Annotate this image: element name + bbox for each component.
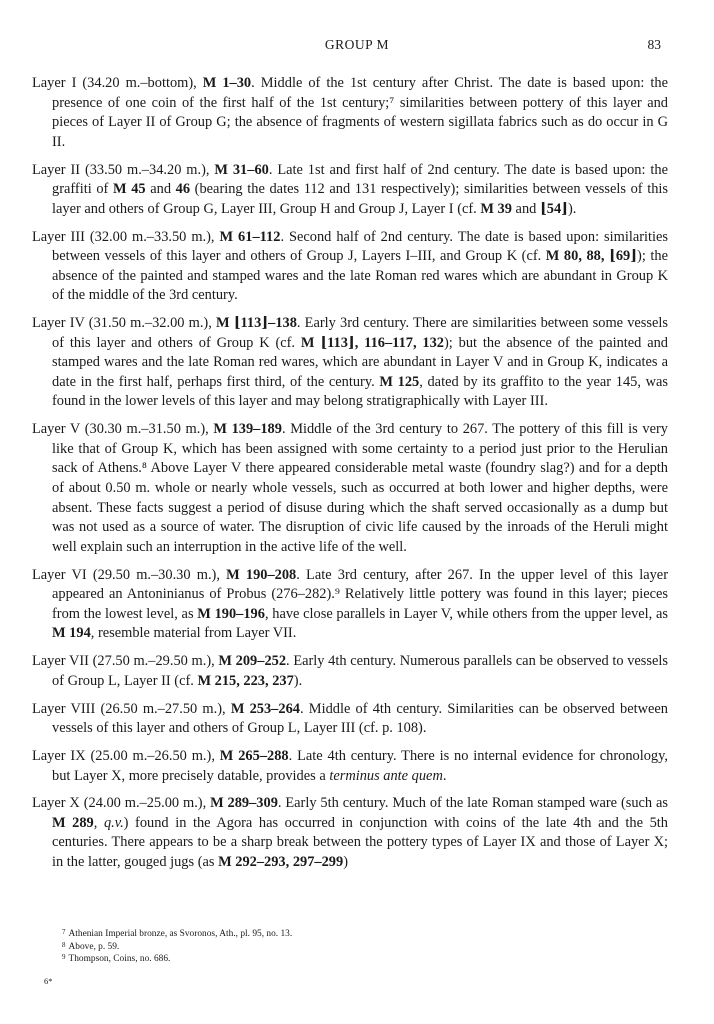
text-run: Layer VII (27.50 m.–29.50 m.), <box>32 653 219 670</box>
text-run: and <box>145 181 176 198</box>
text-run: ) found in the Agora has occurred in conjunction with coins of the late 4th and the 5th centuries. There appears to be a sharp break between the pottery types of Layer IX and those of Layer X; in the latter, gouged jugs (as <box>52 814 668 871</box>
text-run: ) <box>343 854 348 871</box>
text-run: ); the absence of the painted and stamped wares and the late Roman red wares which are abundant in Group K of the middle of the 3rd century. <box>52 248 668 304</box>
catalogue-ref: M 125 <box>379 373 420 390</box>
text-run: . Late 4th century. There is no internal evidence for chronology, but Layer X, more precisely datable, provides a <box>52 747 668 784</box>
text-run: . Second half of 2nd century. The date is based upon: similarities between vessels of this layer and others of Group J, Layers I–III, and Group K (cf. <box>52 228 668 265</box>
text-run: . Middle of the 1st century after Christ. The date is based upon: the presence of one coin of the first half of the 1st century;⁷ similarities between pottery of this layer and pieces of Layer II of Group G; the absence of fragments of western sigillata fabrics such as do occur in G II. <box>52 75 668 150</box>
italic-text: q.v. <box>103 814 124 831</box>
text-run: , pl. 95, no. 13. <box>235 929 293 939</box>
text-run: , no. 686. <box>135 954 171 965</box>
catalogue-ref: M 209–252 <box>218 653 287 670</box>
text-run: (bearing the dates 112 and 131 respectively); similarities between vessels of this layer and others of Group G, Layer III, Group H and Group J, Layer I (cf. <box>52 181 668 217</box>
catalogue-ref: M 292–293, 297–299 <box>218 854 344 871</box>
page-title: GROUP M <box>324 37 390 52</box>
text-run: ). <box>293 672 303 689</box>
text-run: . Early 5th century. Much of the late Roman stamped ware (such as <box>277 795 668 812</box>
catalogue-ref: M 215, 223, 237 <box>197 672 294 689</box>
catalogue-ref: M 45 <box>112 181 146 198</box>
layer-paragraph <box>32 700 668 739</box>
text-run: Layer VIII (26.50 m.–27.50 m.), <box>32 700 231 717</box>
layer-paragraph <box>32 566 668 644</box>
catalogue-ref: 46 <box>175 181 191 198</box>
catalogue-ref: M ⌊113⌋–138 <box>215 315 297 332</box>
catalogue-ref: M 289–309 <box>210 795 278 812</box>
footnote-number: 9 <box>62 953 66 962</box>
text-run: . Early 4th century. Numerous parallels can be observed to vessels of Group L, Layer II (cf. <box>52 653 668 689</box>
text-run: Layer IX (25.00 m.–26.50 m.), <box>32 747 220 764</box>
text-run: Layer X (24.00 m.–25.00 m.), <box>32 795 211 812</box>
footnote <box>62 952 662 965</box>
italic-text: Ath. <box>219 929 236 939</box>
text-run: ). <box>567 200 577 217</box>
text-run: Athenian Imperial bronze, as Svoronos, <box>68 929 220 939</box>
italic-text: Coins <box>113 954 136 965</box>
footnote <box>62 940 662 953</box>
signature-mark: 6* <box>44 976 53 986</box>
catalogue-ref: ⌊54⌋ <box>539 200 568 217</box>
text-run: . Early 3rd century. There are similarities between some vessels of this layer and others of Group K (cf. <box>52 315 668 351</box>
layer-paragraph <box>32 314 668 412</box>
catalogue-ref: M 190–196 <box>197 605 265 622</box>
body-text <box>32 74 668 881</box>
text-run: Layer VI (29.50 m.–30.30 m.), <box>32 566 227 583</box>
text-run: Thompson, <box>68 954 114 965</box>
text-run: , <box>93 814 104 831</box>
footnote-number: 8 <box>62 940 66 949</box>
text-run: . Middle of 4th century. Similarities can be observed between vessels of this layer and others of Group L, Layer III (cf. p. 108). <box>52 700 668 737</box>
text-run: Above, p. 59. <box>68 941 120 952</box>
footnote-number: 7 <box>62 928 66 936</box>
text-run: , have close parallels in Layer V, while others from the upper level, as <box>264 605 668 622</box>
layer-paragraph <box>32 420 668 557</box>
catalogue-ref: M 289 <box>52 814 94 831</box>
catalogue-ref: M 194 <box>52 625 91 642</box>
footnote <box>62 927 662 940</box>
catalogue-ref: M 1–30 <box>202 75 252 91</box>
catalogue-ref: M 31–60 <box>214 161 269 178</box>
text-run: Layer IV (31.50 m.–32.00 m.), <box>32 315 216 332</box>
catalogue-ref: M 253–264 <box>230 700 300 717</box>
text-run: . Late 1st and first half of 2nd century. The date is based upon: the graffiti of <box>52 161 668 198</box>
text-run: Layer V (30.30 m.–31.50 m.), <box>32 421 214 438</box>
text-run: , dated by its graffito to the year 145, was found in the lower levels of this layer and may belong stratigraphically with Layer III. <box>52 373 668 410</box>
page-number: 83 <box>647 37 661 52</box>
text-run: . Late 3rd century, after 267. In the upper level of this layer appeared an Antoninianus of Probus (276–282).⁹ Relatively little pottery was found in this layer; pieces from the lowest level, as <box>52 566 668 622</box>
text-run: . <box>442 767 447 784</box>
catalogue-ref: M 61–112 <box>219 228 281 245</box>
layer-paragraph <box>32 794 668 872</box>
text-run: Layer II (33.50 m.–34.20 m.), <box>32 161 215 178</box>
layer-paragraph <box>32 228 668 306</box>
layer-paragraph <box>32 652 668 691</box>
layer-paragraph <box>32 161 668 220</box>
layer-paragraph <box>32 74 668 152</box>
layer-paragraph <box>32 747 668 786</box>
catalogue-ref: M 39 <box>480 200 512 217</box>
catalogue-ref: M 139–189 <box>213 421 282 438</box>
catalogue-ref: M ⌊113⌋, 116–117, 132 <box>300 334 445 351</box>
text-run: Layer I (34.20 m.–bottom), <box>32 75 203 91</box>
footnotes <box>62 927 662 965</box>
catalogue-ref: M 190–208 <box>226 566 297 583</box>
text-run: and <box>511 200 540 217</box>
catalogue-ref: M 265–288 <box>219 747 289 764</box>
text-run: . Middle of the 3rd century to 267. The pottery of this fill is very like that of Group K, which has been assigned with some certainty to a period just prior to the Herulian sack of Athens.⁸ Above Layer V there appeared considerable metal waste (foundry slag?) and for a depth of about 0.50 m. whole or nearly whole vessels, such as occurred at both lower and higher depths, were absent. These facts suggest a period of disuse during which the shaft served occasionally as a dump but was not used as a source of water. The disruption of civic life caused by the inroads of the Heruli might well explain such an interruption in the active life of the well. <box>52 421 668 555</box>
text-run: ); but the absence of the painted and stamped wares and the late Roman red wares, which are abundant in Layer V and in Group K, indicates a date in the first half, perhaps first third, of the century. <box>52 334 668 390</box>
text-run: , resemble material from Layer VII. <box>90 625 297 642</box>
italic-text: terminus ante quem <box>329 767 443 784</box>
text-run: Layer III (32.00 m.–33.50 m.), <box>32 228 220 245</box>
catalogue-ref: M 80, 88, ⌊69⌋ <box>545 248 638 265</box>
running-header <box>0 37 714 57</box>
